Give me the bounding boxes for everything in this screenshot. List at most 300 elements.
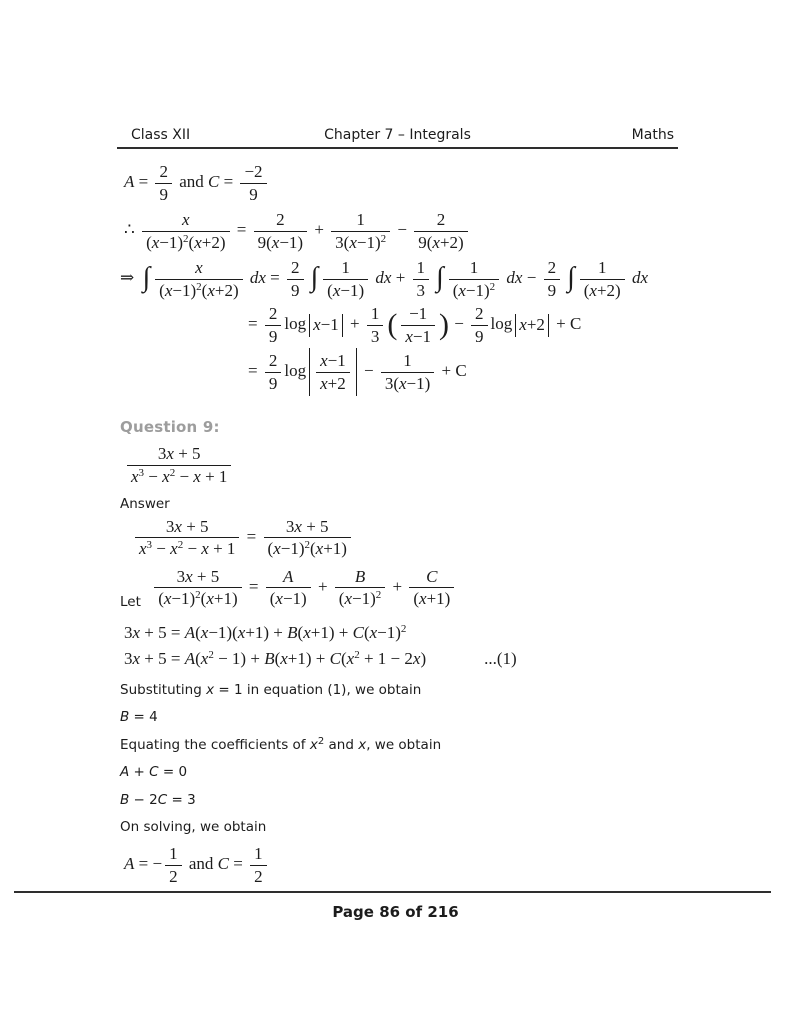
tok-i: dx bbox=[502, 268, 523, 288]
denominator bbox=[409, 588, 454, 609]
tok-r: and bbox=[174, 171, 209, 191]
denominator bbox=[316, 373, 350, 394]
numerator bbox=[142, 210, 229, 232]
tok-r: + 5 bbox=[173, 444, 201, 464]
tok-s: 2 bbox=[400, 622, 407, 635]
tok-r: − bbox=[144, 467, 163, 487]
denominator bbox=[323, 280, 368, 301]
tok-i: x bbox=[412, 649, 421, 669]
tok-i: x bbox=[170, 539, 178, 559]
tok-r: ( bbox=[201, 280, 208, 300]
denominator bbox=[580, 280, 625, 301]
document-body bbox=[120, 150, 701, 888]
substitution-note bbox=[120, 681, 701, 699]
fraction bbox=[449, 258, 499, 300]
tok-i: x bbox=[182, 210, 190, 230]
equation-log-step-1 bbox=[248, 302, 701, 348]
tok-i: x bbox=[294, 516, 302, 536]
tok-i: x bbox=[194, 232, 202, 252]
tok-i: B bbox=[264, 649, 275, 669]
fraction bbox=[331, 210, 390, 252]
numerator bbox=[414, 210, 467, 232]
denominator bbox=[449, 280, 499, 301]
tok-t: = 4 bbox=[129, 708, 158, 725]
tok-t: = 0 bbox=[158, 764, 188, 781]
tok-i: C bbox=[426, 566, 438, 586]
tok-r: log bbox=[284, 361, 307, 381]
numerator bbox=[154, 567, 241, 589]
tok-i: x bbox=[132, 649, 141, 669]
tok-t: − 2 bbox=[129, 791, 158, 808]
numerator bbox=[135, 517, 239, 539]
tok-r: +1) + bbox=[245, 622, 288, 642]
tok-r: 9 bbox=[159, 184, 168, 204]
denominator bbox=[254, 232, 307, 253]
equation-partial-fraction-setup bbox=[120, 565, 701, 611]
fraction bbox=[154, 567, 241, 609]
numerator bbox=[316, 351, 350, 373]
tok-r: = bbox=[248, 361, 262, 381]
tok-t: + bbox=[129, 764, 150, 781]
tok-r: 9 bbox=[249, 184, 258, 204]
denominator bbox=[142, 232, 229, 253]
tok-r: 1 bbox=[169, 844, 178, 864]
tok-s: 2 bbox=[380, 232, 387, 245]
tok-i: B bbox=[287, 622, 298, 642]
equation-expansion-2 bbox=[124, 649, 701, 669]
fraction bbox=[323, 258, 368, 300]
tok-r: log bbox=[284, 314, 307, 334]
tok-i: x bbox=[320, 351, 328, 371]
tok-s: 2 bbox=[183, 232, 189, 245]
numerator bbox=[471, 304, 488, 326]
tok-r: ( bbox=[583, 280, 590, 300]
header-class-label: Class XII bbox=[131, 127, 191, 143]
tok-r: ( bbox=[274, 649, 281, 669]
tok-r: − 1) + bbox=[213, 649, 265, 669]
tok-t: and bbox=[324, 737, 359, 754]
tok-ti: C bbox=[157, 791, 168, 808]
tok-ti: x bbox=[206, 681, 215, 698]
tok-g: ∫ bbox=[567, 261, 575, 293]
tok-i: C bbox=[217, 854, 229, 874]
absolute-value bbox=[515, 314, 549, 336]
tok-i: x bbox=[164, 280, 173, 300]
tok-big: ( bbox=[387, 308, 398, 342]
fraction bbox=[135, 517, 239, 559]
tok-r: −1) bbox=[282, 589, 307, 609]
tok-i: x bbox=[174, 516, 182, 536]
denominator bbox=[264, 538, 351, 559]
tok-r: ( bbox=[188, 232, 195, 252]
fraction bbox=[544, 258, 561, 300]
tok-i: dx bbox=[245, 268, 266, 288]
tok-i: x bbox=[151, 232, 160, 252]
b-minus-2c-equation bbox=[120, 791, 701, 809]
tok-r: 1 bbox=[341, 258, 350, 278]
denominator bbox=[544, 280, 561, 301]
fraction bbox=[165, 844, 182, 886]
numerator bbox=[264, 517, 351, 539]
tok-r: 3 bbox=[165, 516, 175, 536]
tok-i: x bbox=[237, 622, 246, 642]
equation-a-c-values-first bbox=[124, 160, 701, 206]
tok-r: 2 bbox=[159, 162, 168, 181]
numerator bbox=[544, 258, 561, 280]
tok-i: x bbox=[166, 444, 174, 464]
tok-s: 2 bbox=[375, 589, 382, 602]
numerator bbox=[265, 351, 282, 373]
equating-coefficients-note bbox=[120, 735, 701, 754]
tok-r: −1) bbox=[280, 539, 305, 559]
tok-r: + 1 bbox=[208, 539, 236, 559]
tok-r: ( bbox=[200, 589, 207, 609]
tok-r: = bbox=[232, 220, 251, 240]
tok-i: C bbox=[352, 622, 364, 642]
tok-i: x bbox=[405, 326, 413, 346]
denominator bbox=[414, 232, 467, 253]
tok-t: Answer bbox=[120, 495, 170, 512]
tok-g: ∫ bbox=[142, 261, 151, 293]
tok-r: ( bbox=[159, 280, 165, 300]
tok-r: 2 bbox=[169, 866, 178, 886]
fraction bbox=[265, 304, 282, 346]
tok-i: x bbox=[273, 539, 281, 559]
tok-i: A bbox=[283, 566, 294, 586]
fraction bbox=[240, 162, 266, 204]
tok-i: x bbox=[303, 622, 311, 642]
tok-r: + 5 bbox=[301, 516, 329, 536]
tok-r: = bbox=[242, 526, 261, 546]
question-9-expression bbox=[124, 442, 701, 488]
numerator bbox=[265, 304, 282, 326]
fraction bbox=[287, 258, 304, 300]
tok-r: + C bbox=[437, 361, 467, 381]
tok-i: x bbox=[131, 467, 139, 487]
tok-r: 9( bbox=[418, 232, 433, 252]
tok-r: 1 bbox=[403, 351, 412, 371]
tok-r: ( bbox=[195, 649, 201, 669]
equation-partial-fraction-decomposition bbox=[124, 208, 701, 254]
tok-s: 3 bbox=[146, 539, 153, 552]
tok-r: 2 bbox=[276, 210, 285, 230]
fraction bbox=[335, 567, 385, 609]
tok-i: x bbox=[195, 258, 203, 278]
tok-t: On solving, we obtain bbox=[120, 818, 267, 835]
tok-ti: B bbox=[120, 791, 130, 808]
fraction bbox=[471, 304, 488, 346]
tok-r: +1) + bbox=[310, 622, 353, 642]
tok-r: 1 bbox=[254, 844, 263, 864]
tok-i: x bbox=[200, 622, 209, 642]
tok-r: ⇒ bbox=[120, 268, 139, 288]
tok-i: x bbox=[458, 280, 466, 300]
tok-r: 9 bbox=[475, 326, 484, 346]
denominator bbox=[135, 538, 239, 559]
tok-i: x bbox=[132, 622, 141, 642]
tok-r: ( bbox=[363, 622, 370, 642]
tok-r: + bbox=[313, 576, 332, 596]
fraction bbox=[142, 210, 229, 252]
tok-r: = bbox=[244, 576, 263, 596]
tok-i: x bbox=[332, 280, 341, 300]
tok-r: +2) bbox=[214, 280, 239, 300]
numerator bbox=[413, 258, 430, 280]
tok-s: 2 bbox=[304, 539, 310, 552]
tok-i: A bbox=[124, 171, 135, 191]
tok-i: x bbox=[280, 649, 288, 669]
denominator bbox=[266, 588, 311, 609]
tok-i: C bbox=[329, 649, 341, 669]
tok-t: = 3 bbox=[167, 791, 196, 808]
tok-r: −1) bbox=[172, 280, 197, 300]
numerator bbox=[381, 351, 434, 373]
tok-r: 9 bbox=[268, 326, 278, 346]
tok-r: 1 bbox=[469, 258, 479, 278]
denominator bbox=[401, 326, 435, 347]
tok-i: x bbox=[193, 467, 201, 487]
tok-r: ( bbox=[267, 539, 274, 559]
footer-divider bbox=[14, 891, 771, 893]
tok-s: 2 bbox=[208, 649, 214, 662]
tok-i: x bbox=[346, 649, 355, 669]
tok-r: + bbox=[310, 220, 329, 240]
tok-t: Equating the coefficients of bbox=[120, 737, 310, 754]
tok-r: 3 bbox=[416, 280, 426, 300]
tok-g: ∫ bbox=[436, 261, 444, 293]
tok-i: x bbox=[163, 589, 172, 609]
tok-i: A bbox=[124, 854, 135, 874]
a-plus-c-equation bbox=[120, 763, 701, 781]
tok-r: 3( bbox=[384, 373, 399, 393]
tok-r: − bbox=[175, 467, 194, 487]
tok-i: x bbox=[185, 566, 193, 586]
denominator bbox=[155, 280, 242, 301]
tok-ti: C bbox=[149, 764, 159, 781]
tok-r: ∴ bbox=[124, 220, 140, 240]
tok-r: −1) bbox=[159, 232, 184, 252]
fraction bbox=[265, 351, 282, 393]
tok-i: x bbox=[200, 649, 209, 669]
tok-r: +2) bbox=[596, 280, 621, 300]
fraction bbox=[413, 258, 430, 300]
tok-r: −1) bbox=[340, 280, 365, 300]
tok-i: x bbox=[207, 280, 215, 300]
tok-i: x bbox=[369, 622, 378, 642]
tok-ti: x bbox=[309, 737, 318, 754]
tok-r: ( bbox=[340, 649, 347, 669]
tok-r: 1 bbox=[370, 304, 380, 324]
tok-i: C bbox=[208, 171, 220, 191]
denominator bbox=[155, 184, 172, 205]
tok-r: 2 bbox=[436, 210, 446, 230]
tok-r: − bbox=[522, 268, 541, 288]
tok-ti: x bbox=[358, 737, 367, 754]
tok-r: −1) bbox=[279, 232, 304, 252]
on-solving-note bbox=[120, 818, 701, 836]
tok-r: ( bbox=[338, 589, 345, 609]
numerator bbox=[254, 210, 307, 232]
tok-r: ( bbox=[327, 280, 333, 300]
tok-r: = − bbox=[134, 854, 163, 874]
equation-integral-split bbox=[120, 256, 701, 302]
tok-r: 3 bbox=[285, 516, 295, 536]
fraction bbox=[266, 567, 311, 609]
tok-ti: A bbox=[120, 764, 130, 781]
tok-i: A bbox=[184, 622, 196, 642]
tok-r: −1 bbox=[327, 351, 346, 371]
tok-r: +1) bbox=[426, 589, 451, 609]
page-number: Page 86 of 216 bbox=[332, 903, 459, 921]
tok-i: x bbox=[432, 232, 440, 252]
tok-i: x bbox=[320, 373, 328, 393]
tok-r: 9 bbox=[291, 280, 300, 300]
tok-r: 3 bbox=[124, 649, 133, 669]
tok-r: ...(1) bbox=[484, 649, 517, 669]
tok-r: = bbox=[134, 171, 153, 191]
tok-i: x bbox=[344, 589, 352, 609]
denominator bbox=[471, 326, 488, 347]
tok-r: −1) bbox=[171, 589, 196, 609]
tok-r: −1)( bbox=[208, 622, 238, 642]
tok-r: ( bbox=[297, 622, 304, 642]
tok-r: 2 bbox=[475, 304, 484, 324]
tok-t: , we obtain bbox=[366, 737, 442, 754]
tok-r: −1) bbox=[465, 280, 490, 300]
fraction bbox=[401, 304, 435, 346]
tok-r: −1 bbox=[412, 326, 431, 346]
tok-r: −1 bbox=[320, 315, 339, 335]
fraction bbox=[254, 210, 307, 252]
tok-r: + bbox=[345, 314, 364, 334]
denominator bbox=[265, 326, 282, 347]
denominator bbox=[154, 588, 241, 609]
fraction bbox=[127, 444, 231, 486]
tok-t: Substituting bbox=[120, 681, 207, 698]
tok-r: 3( bbox=[335, 232, 350, 252]
tok-r: 3 bbox=[370, 326, 380, 346]
equation-expansion-1 bbox=[124, 623, 701, 643]
numerator bbox=[165, 844, 182, 866]
tok-r: 2 bbox=[268, 351, 278, 371]
equation-a-c-values-final bbox=[124, 842, 701, 888]
numerator bbox=[409, 567, 454, 589]
tok-r: ( bbox=[146, 232, 152, 252]
tok-i: x bbox=[419, 589, 427, 609]
denominator bbox=[331, 232, 390, 253]
page-header bbox=[117, 127, 678, 149]
equation-denominator-factored bbox=[132, 515, 701, 561]
tok-r: 9 bbox=[268, 373, 278, 393]
tok-r: + 1 − 2 bbox=[359, 649, 413, 669]
denominator bbox=[165, 866, 182, 887]
tok-r: 1 bbox=[597, 258, 607, 278]
tok-r: 3 bbox=[176, 566, 186, 586]
numerator bbox=[155, 258, 242, 280]
tok-s: 2 bbox=[354, 649, 360, 662]
tok-r: ( bbox=[413, 589, 420, 609]
tok-r: ( bbox=[269, 589, 276, 609]
tok-r: 9( bbox=[257, 232, 272, 252]
numerator bbox=[367, 304, 384, 326]
tok-r: + 5 bbox=[192, 566, 220, 586]
tok-r: + 5 bbox=[181, 516, 209, 536]
numerator bbox=[335, 567, 385, 589]
tok-r: + 5 = bbox=[140, 622, 185, 642]
b-value-equation bbox=[120, 708, 701, 726]
numerator bbox=[127, 444, 231, 466]
fraction bbox=[264, 517, 351, 559]
tok-t: Question 9: bbox=[120, 418, 220, 437]
fraction bbox=[316, 351, 350, 393]
tok-r: 1 bbox=[356, 210, 365, 230]
tok-i: x bbox=[139, 539, 147, 559]
tok-r: −1) bbox=[356, 232, 381, 252]
tok-i: x bbox=[349, 232, 357, 252]
tok-i: x bbox=[162, 467, 170, 487]
tok-t: Let bbox=[120, 593, 146, 610]
numerator bbox=[401, 304, 435, 326]
tok-r: + 1 bbox=[200, 467, 228, 487]
answer-label bbox=[120, 495, 701, 513]
tok-r: ( bbox=[195, 622, 201, 642]
tok-r: −1) bbox=[406, 373, 431, 393]
tok-r: − bbox=[152, 539, 171, 559]
tok-s: 2 bbox=[195, 589, 201, 602]
numerator bbox=[449, 258, 499, 280]
tok-r: ( bbox=[452, 280, 459, 300]
denominator bbox=[127, 466, 231, 487]
tok-r: + C bbox=[551, 314, 582, 334]
tok-r: 2 bbox=[254, 866, 263, 886]
denominator bbox=[250, 866, 267, 887]
tok-i: x bbox=[275, 589, 283, 609]
numerator bbox=[250, 844, 267, 866]
absolute-value bbox=[309, 314, 343, 336]
tok-i: x bbox=[519, 315, 527, 335]
tok-r: −1) bbox=[377, 622, 401, 642]
tok-r: = bbox=[265, 268, 284, 288]
tok-r: −1) bbox=[352, 589, 376, 609]
tok-big: ) bbox=[438, 308, 449, 342]
tok-r: +2) bbox=[201, 232, 226, 252]
tok-i: x bbox=[206, 589, 214, 609]
header-chapter-title: Chapter 7 – Integrals bbox=[324, 127, 471, 143]
tok-r: 3 bbox=[124, 622, 133, 642]
tok-r: +2) bbox=[439, 232, 464, 252]
tok-r: + bbox=[388, 576, 407, 596]
tok-r: − bbox=[449, 314, 469, 334]
tok-r: +1) bbox=[213, 589, 238, 609]
denominator bbox=[265, 373, 282, 394]
tok-r: − bbox=[183, 539, 202, 559]
tok-i: A bbox=[184, 649, 196, 669]
tok-s: 2 bbox=[489, 280, 496, 293]
tok-r: + bbox=[391, 268, 410, 288]
tok-r: = bbox=[219, 171, 238, 191]
tok-g: ∫ bbox=[310, 261, 319, 293]
numerator bbox=[287, 258, 304, 280]
tok-r: − bbox=[359, 361, 378, 381]
tok-r: 3 bbox=[157, 444, 167, 464]
denominator bbox=[367, 326, 384, 347]
tok-i: x bbox=[201, 539, 209, 559]
question-9-heading bbox=[120, 418, 701, 436]
tok-r: ( bbox=[158, 589, 164, 609]
tok-r: 2 bbox=[291, 258, 300, 278]
tok-ts: 2 bbox=[317, 736, 325, 748]
tok-r: 2 bbox=[268, 304, 278, 324]
